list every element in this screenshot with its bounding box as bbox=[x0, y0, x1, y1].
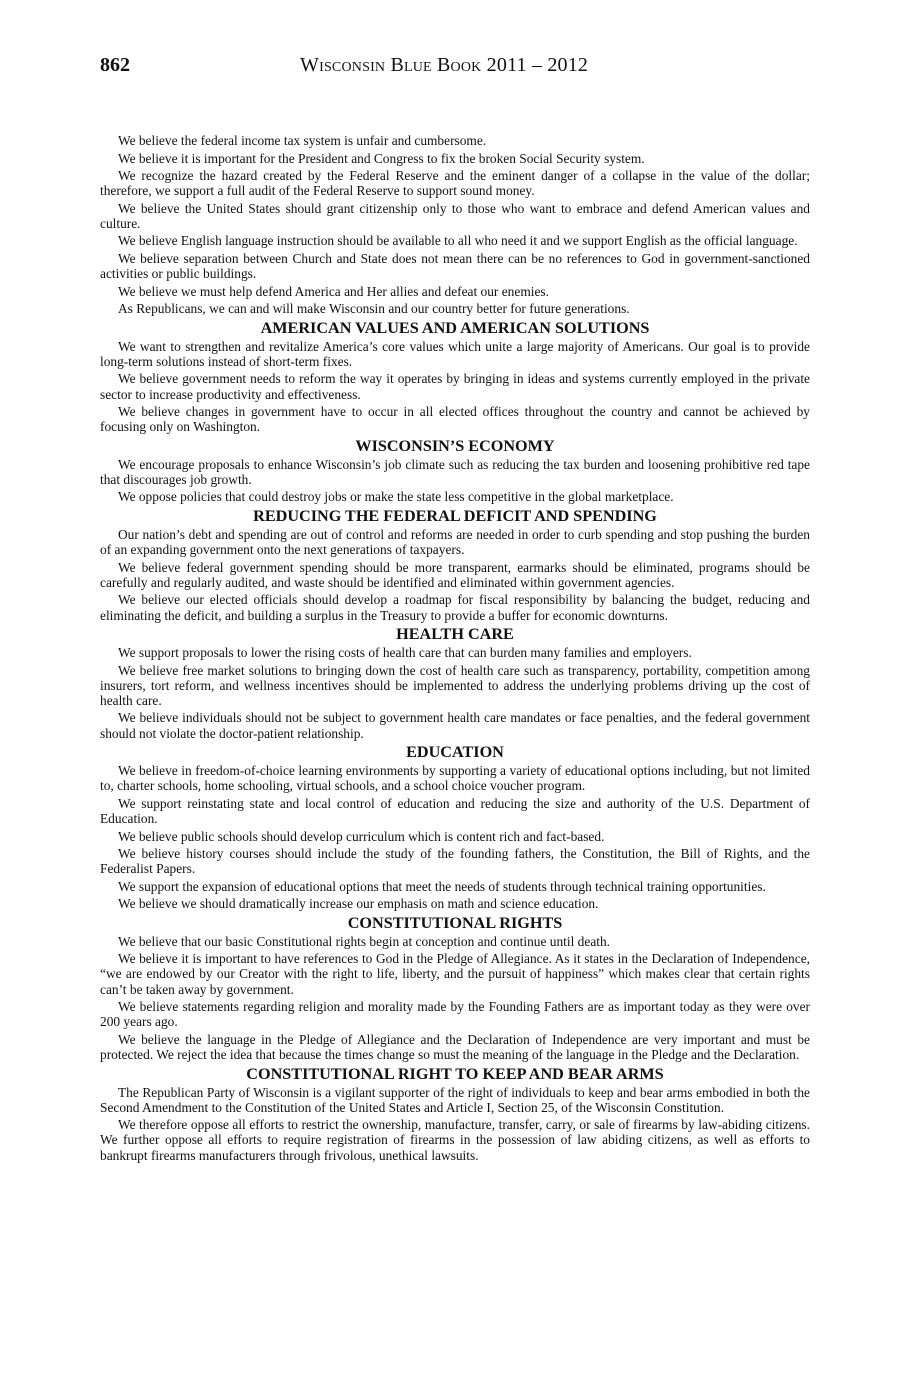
body-paragraph: We believe free market solutions to bringing down the cost of health care such as transparency, portability, competition among insurers, tort reform, and wellness incentives should be implemented to address the underlying problems driving up the cost of health care. bbox=[100, 662, 810, 708]
body-paragraph: We believe the United States should grant citizenship only to those who want to embrace and defend American values and culture. bbox=[100, 200, 810, 231]
body-paragraph: We believe statements regarding religion and morality made by the Founding Fathers are as important today as they were over 200 years ago. bbox=[100, 999, 810, 1030]
section-heading: CONSTITUTIONAL RIGHT TO KEEP AND BEAR ARMS bbox=[246, 1064, 664, 1083]
body-paragraph: We believe the language in the Pledge of Allegiance and the Declaration of Independence are very important and must be protected. We reject the idea that because the times change so must the meaning of the language in the Pledge and the Declaration. bbox=[100, 1031, 810, 1063]
body-paragraph: We believe government needs to reform the way it operates by bringing in ideas and systems currently employed in the private sector to increase productivity and effectiveness. bbox=[100, 371, 810, 402]
page-number: 862 bbox=[100, 54, 130, 76]
body-paragraph: We believe public schools should develop curriculum which is content rich and fact-based. bbox=[118, 828, 605, 844]
body-paragraph: We recognize the hazard created by the Federal Reserve and the eminent danger of a collapse in the value of the dollar; therefore, we support a full audit of the Federal Reserve to support sound money. bbox=[100, 168, 810, 199]
body-paragraph: We believe the federal income tax system is unfair and cumbersome. bbox=[118, 133, 487, 148]
body-paragraph: We believe it is important for the President and Congress to fix the broken Social Security system. bbox=[118, 150, 645, 166]
body-paragraph: We believe separation between Church and State does not mean there can be no references to God in government-sanctioned activities or public buildings. bbox=[100, 250, 810, 282]
body-paragraph: We therefore oppose all efforts to restrict the ownership, manufacture, transfer, carry, or sale of firearms by law-abiding citizens. We further oppose all efforts to require registration of firearms in the possession of law abiding citizens, as well as efforts to bankrupt firearms manufacturers through frivolous, unethical lawsuits. bbox=[100, 1117, 810, 1163]
body-paragraph: Our nation’s debt and spending are out of control and reforms are needed in order to curb spending and stop pushing the burden of an expanding government onto the next generations of taxpayers. bbox=[100, 526, 810, 558]
body-paragraph: We believe it is important to have references to God in the Pledge of Allegiance. As it states in the Declaration of Independence, “we are endowed by our Creator with the right to life, liberty, and the pursuit of happiness” which makes clear that certain rights can’t be taken away by government. bbox=[100, 951, 810, 997]
body-paragraph: We support the expansion of educational options that meet the needs of students through technical training opportunities. bbox=[118, 878, 766, 894]
section-heading: REDUCING THE FEDERAL DEFICIT AND SPENDING bbox=[253, 506, 657, 525]
body-paragraph: We want to strengthen and revitalize America’s core values which unite a large majority of Americans. Our goal is to provide long-term solutions instead of short-term fixes. bbox=[100, 338, 810, 369]
section-heading: AMERICAN VALUES AND AMERICAN SOLUTIONS bbox=[260, 318, 650, 337]
body-paragraph: We believe individuals should not be subject to government health care mandates or face penalties, and the federal government should not violate the doctor-patient relationship. bbox=[100, 710, 810, 741]
section-heading: HEALTH CARE bbox=[396, 625, 514, 644]
section-heading: CONSTITUTIONAL RIGHTS bbox=[347, 913, 563, 932]
body-paragraph: We believe history courses should include the study of the founding fathers, the Constitution, the Bill of Rights, and the Federalist Papers. bbox=[100, 846, 810, 877]
body-paragraph: We believe English language instruction should be available to all who need it and we support English as the official language. bbox=[118, 233, 798, 249]
section-heading: WISCONSIN’S ECONOMY bbox=[355, 436, 555, 455]
body-paragraph: We believe federal government spending should be more transparent, earmarks should be eliminated, programs should be carefully and regularly audited, and waste should be identified and eliminated within government agencies. bbox=[100, 559, 810, 590]
body-paragraph: We oppose policies that could destroy jobs or make the state less competitive in the global marketplace. bbox=[118, 489, 674, 505]
body-paragraph: We believe changes in government have to occur in all elected offices throughout the country and cannot be achieved by focusing only on Washington. bbox=[100, 404, 810, 435]
body-paragraph: We believe our elected officials should develop a roadmap for fiscal responsibility by balancing the budget, reducing and eliminating the deficit, and building a surplus in the Treasury to provide a buffer for economic downturns. bbox=[100, 592, 810, 623]
body-paragraph: The Republican Party of Wisconsin is a vigilant supporter of the right of individuals to keep and bear arms embodied in both the Second Amendment to the Constitution of the United States and Article I, Section 25, of the Wisconsin Constitution. bbox=[100, 1084, 810, 1115]
body-paragraph: We believe that our basic Constitutional rights begin at conception and continue until death. bbox=[118, 933, 611, 949]
body-paragraph: We believe we should dramatically increase our emphasis on math and science education. bbox=[118, 896, 599, 912]
page-header bbox=[100, 54, 810, 84]
body-paragraph: As Republicans, we can and will make Wisconsin and our country better for future generations. bbox=[118, 301, 630, 317]
body-paragraph: We support proposals to lower the rising costs of health care that can burden many families and employers. bbox=[118, 645, 692, 661]
body-paragraph: We support reinstating state and local control of education and reducing the size and authority of the U.S. Department of Education. bbox=[100, 795, 810, 827]
body-paragraph: We encourage proposals to enhance Wisconsin’s job climate such as reducing the tax burden and loosening prohibitive red tape that discourages job growth. bbox=[100, 456, 810, 487]
document-body bbox=[100, 133, 810, 1165]
body-paragraph: We believe in freedom-of-choice learning environments by supporting a variety of educational options including, but not limited to, charter schools, home schooling, virtual schools, and a school choice voucher program. bbox=[100, 763, 810, 794]
section-heading: EDUCATION bbox=[406, 743, 504, 762]
running-title: Wisconsin Blue Book 2011 – 2012 bbox=[300, 54, 589, 76]
body-paragraph: We believe we must help defend America and Her allies and defeat our enemies. bbox=[118, 283, 549, 299]
